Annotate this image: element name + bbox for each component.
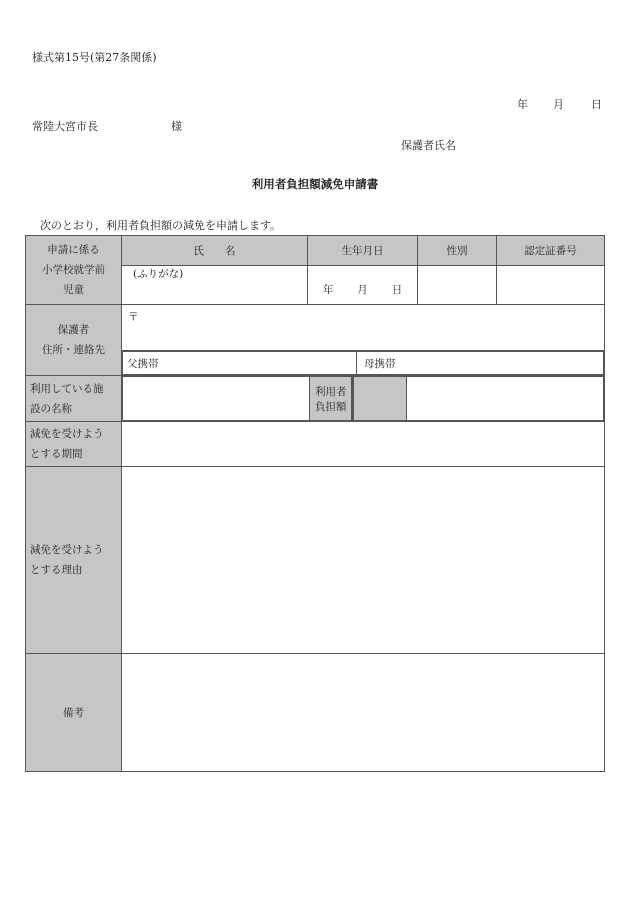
facility-name-input[interactable] bbox=[123, 377, 310, 421]
date-year: 年 bbox=[517, 98, 528, 111]
period-label-cell bbox=[26, 422, 122, 467]
child-name-field[interactable] bbox=[122, 266, 308, 305]
facility-label-cell bbox=[26, 376, 122, 422]
date-line bbox=[517, 96, 602, 112]
burden-label-cell bbox=[310, 377, 352, 421]
postal-mark: 〒 bbox=[128, 311, 139, 323]
remarks-label: 備考 bbox=[63, 707, 84, 719]
reason-label-line2: とする理由 bbox=[30, 564, 83, 576]
period-label-line1: 減免を受けよう bbox=[30, 428, 104, 440]
birth-month: 月 bbox=[357, 283, 368, 296]
child-label-line1: 申請に係る bbox=[47, 244, 100, 256]
reason-label-cell bbox=[26, 467, 122, 654]
child-label-line2: 小学校就学前 bbox=[42, 264, 105, 276]
father-mobile-field[interactable] bbox=[123, 352, 357, 375]
burden-amount-input[interactable] bbox=[407, 377, 604, 421]
period-label-line2: とする期間 bbox=[30, 448, 83, 460]
reason-label-line1: 減免を受けよう bbox=[30, 544, 104, 556]
guardian-label-cell bbox=[26, 305, 122, 376]
remarks-label-cell bbox=[26, 654, 122, 772]
child-birth-field[interactable] bbox=[308, 266, 418, 305]
guardian-name-label: 保護者氏名 bbox=[401, 139, 456, 152]
facility-name-field[interactable] bbox=[122, 376, 353, 422]
intro-text: 次のとおり，利用者負担額の減免を申請します。 bbox=[40, 219, 282, 232]
burden-amount-field[interactable] bbox=[353, 376, 605, 422]
child-gender-field[interactable] bbox=[418, 266, 497, 305]
period-field[interactable] bbox=[122, 422, 605, 467]
burden-label: 利用者負担額 bbox=[315, 385, 347, 413]
burden-label-ext bbox=[354, 377, 407, 421]
mobile-row bbox=[122, 351, 605, 376]
birth-day: 日 bbox=[391, 283, 403, 296]
facility-label-line2: 設の名称 bbox=[30, 402, 72, 415]
birth-year: 年 bbox=[322, 283, 334, 296]
guardian-label-line1: 保護者 bbox=[57, 324, 90, 336]
mobile-inner bbox=[122, 351, 604, 375]
remarks-field[interactable] bbox=[122, 654, 605, 772]
guardian-address-field[interactable] bbox=[122, 305, 605, 351]
child-cert-field[interactable] bbox=[497, 266, 605, 305]
furigana-label: (ふりがな) bbox=[133, 268, 184, 280]
document-title: 利用者負担額減免申請書 bbox=[251, 177, 379, 191]
child-label-cell bbox=[26, 236, 122, 305]
birth-header: 生年月日 bbox=[308, 236, 418, 266]
date-day: 日 bbox=[591, 98, 602, 111]
reason-field[interactable] bbox=[122, 467, 605, 654]
child-label-line3: 児童 bbox=[63, 284, 84, 296]
guardian-label-line2: 住所・連絡先 bbox=[42, 344, 105, 356]
name-header: 氏 名 bbox=[122, 236, 308, 266]
cert-header: 認定証番号 bbox=[497, 236, 605, 266]
form-reference: 様式第15号(第27条関係) bbox=[32, 51, 157, 64]
addressee: 常陸大宮市長 bbox=[32, 120, 98, 133]
facility-inner bbox=[122, 376, 352, 421]
father-mobile-label: 父携帯 bbox=[127, 357, 159, 370]
gender-header: 性別 bbox=[418, 236, 497, 266]
facility-label-line1: 利用している施 bbox=[30, 382, 104, 395]
application-table bbox=[25, 235, 605, 772]
date-month: 月 bbox=[553, 98, 564, 111]
mother-mobile-label: 母携帯 bbox=[364, 357, 396, 370]
burden-inner bbox=[353, 376, 604, 421]
honorific: 様 bbox=[171, 120, 182, 133]
mother-mobile-field[interactable] bbox=[357, 352, 604, 375]
